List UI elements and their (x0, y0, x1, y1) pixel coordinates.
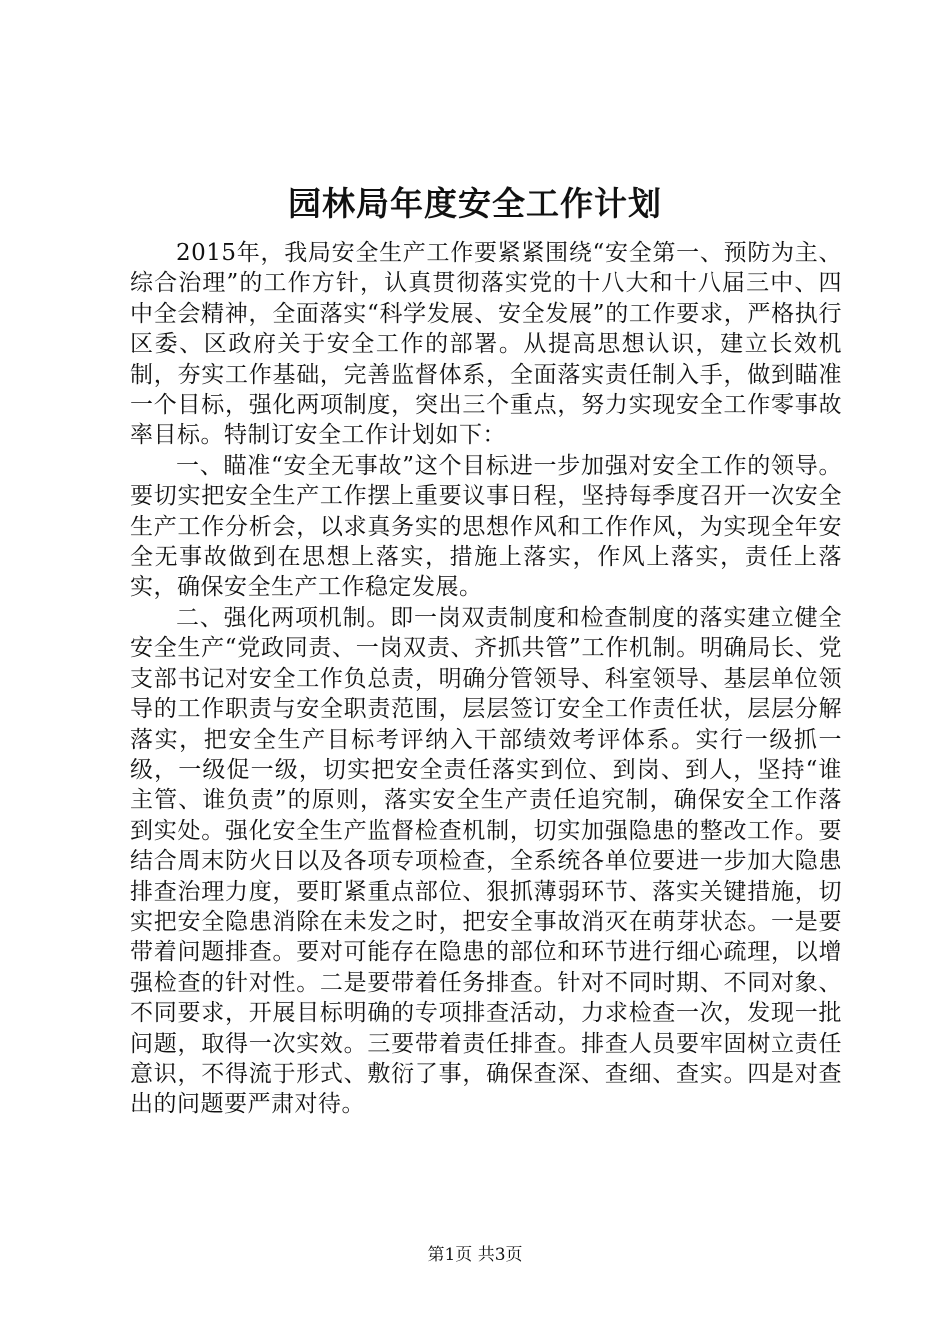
document-body (130, 238, 842, 1120)
document-title: 园林局年度安全工作计划 (288, 184, 662, 223)
paragraph-intro: 2015年，我局安全生产工作要紧紧围绕“安全第一、预防为主、综合治理”的工作方针，认真贯彻落实党的十八大和十八届三中、四中全会精神，全面落实“科学发展、安全发展”的工作要求，严格执行区委、区政府关于安全工作的部署。从提高思想认识，建立长效机制，夯实工作基础，完善监督体系，全面落实责任制入手，做到瞄准一个目标，强化两项制度，突出三个重点，努力实现安全工作零事故率目标。特制订安全工作计划如下： (130, 240, 842, 449)
paragraph-section-two: 二、强化两项机制。即一岗双责制度和检查制度的落实建立健全安全生产“党政同责、一岗双责、齐抓共管”工作机制。明确局长、党支部书记对安全工作负总责，明确分管领导、科室领导、基层单位领导的工作职责与安全职责范围，层层签订安全工作责任状，层层分解落实，把安全生产目标考评纳入干部绩效考评体系。实行一级抓一级，一级促一级，切实把安全责任落实到位、到岗、到人，坚持“谁主管、谁负责”的原则，落实安全生产责任追究制，确保安全工作落到实处。强化安全生产监督检查机制，切实加强隐患的整改工作。要结合周末防火日以及各项专项检查，全系统各单位要进一步加大隐患排查治理力度，要盯紧重点部位、狠抓薄弱环节、落实关键措施，切实把安全隐患消除在未发之时，把安全事故消灭在萌芽状态。一是要带着问题排查。要对可能存在隐患的部位和环节进行细心疏理，以增强检查的针对性。二是要带着任务排查。针对不同时期、不同对象、不同要求，开展目标明确的专项排查活动，力求检查一次，发现一批问题，取得一次实效。三要带着责任排查。排查人员要牢固树立责任意识，不得流于形式、敷衍了事，确保查深、查细、查实。四是对查出的问题要严肃对待。 (130, 604, 842, 1118)
page-footer: 第1页 共3页 (427, 1245, 523, 1265)
paragraph-section-one: 一、瞄准“安全无事故”这个目标进一步加强对安全工作的领导。要切实把安全生产工作摆上重要议事日程，坚持每季度召开一次安全生产工作分析会，以求真务实的思想作风和工作作风，为实现全年安全无事故做到在思想上落实，措施上落实，作风上落实，责任上落实，确保安全生产工作稳定发展。 (130, 452, 842, 601)
